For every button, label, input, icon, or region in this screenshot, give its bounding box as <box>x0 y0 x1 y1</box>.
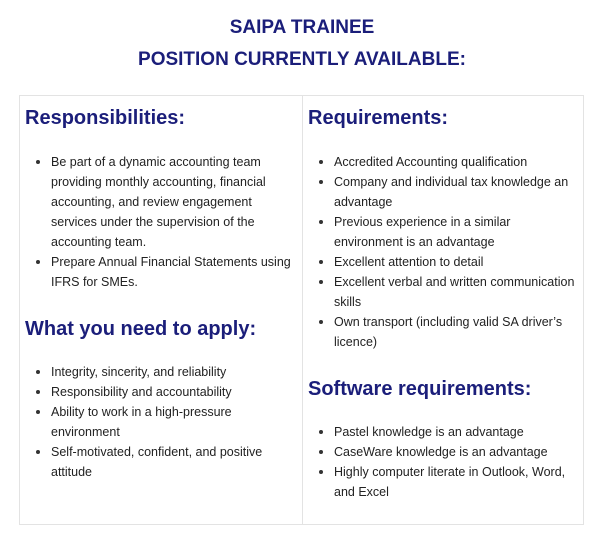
list-item: Company and individual tax knowledge an advantage <box>334 172 579 212</box>
list-item: Prepare Annual Financial Statements using IFRS for SMEs. <box>51 252 299 292</box>
list-item: Pastel knowledge is an advantage <box>334 422 579 442</box>
list-item: Integrity, sincerity, and reliability <box>51 362 299 382</box>
requirements-list <box>308 152 579 352</box>
responsibilities-heading: Responsibilities: <box>25 107 186 129</box>
list-item: Excellent verbal and written communication skills <box>334 272 579 312</box>
page-subtitle: POSITION CURRENTLY AVAILABLE: <box>138 49 466 70</box>
job-details-panel <box>19 95 584 525</box>
list-item: Highly computer literate in Outlook, Word, and Excel <box>334 462 579 502</box>
list-item: Own transport (including valid SA driver’s licence) <box>334 312 579 352</box>
list-item: Previous experience in a similar environment is an advantage <box>334 212 579 252</box>
list-item: Ability to work in a high-pressure environment <box>51 402 299 442</box>
list-item: Be part of a dynamic accounting team providing monthly accounting, financial accounting, and review engagement services under the supervision of the accounting team. <box>51 152 299 252</box>
list-item: Accredited Accounting qualification <box>334 152 579 172</box>
software-list <box>308 422 579 502</box>
software-heading: Software requirements: <box>308 378 532 400</box>
list-item: Responsibility and accountability <box>51 382 299 402</box>
right-column <box>303 96 583 524</box>
page-header <box>0 12 604 76</box>
requirements-heading: Requirements: <box>308 107 449 129</box>
apply-heading: What you need to apply: <box>25 318 257 340</box>
page-title: SAIPA TRAINEE <box>229 17 375 38</box>
apply-list <box>25 362 299 482</box>
list-item: CaseWare knowledge is an advantage <box>334 442 579 462</box>
left-column <box>20 96 303 524</box>
list-item: Excellent attention to detail <box>334 252 579 272</box>
list-item: Self-motivated, confident, and positive attitude <box>51 442 299 482</box>
responsibilities-list <box>25 152 299 292</box>
